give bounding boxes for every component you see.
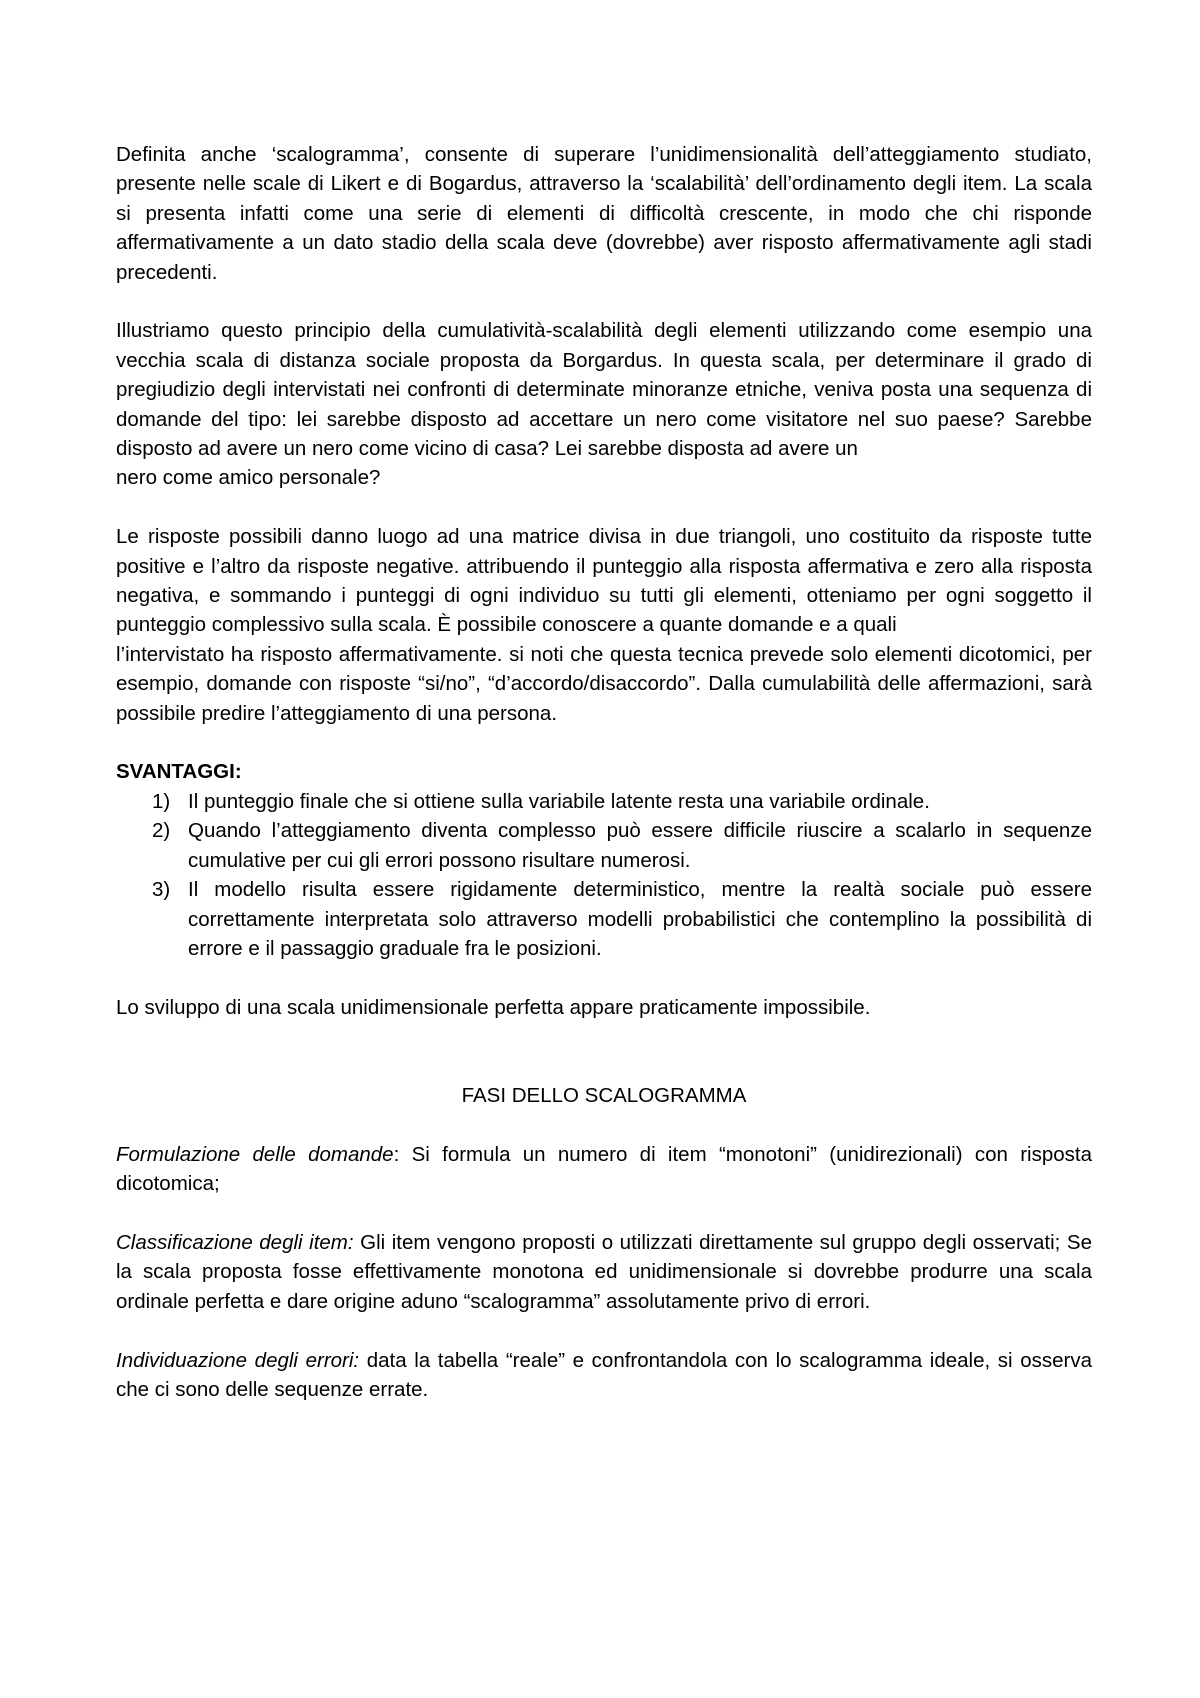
svantaggi-list [116,787,1092,963]
list-item-text: Il modello risulta essere rigidamente deterministico, mentre la realtà sociale può essere correttamente interpretata solo attraverso modelli probabilistici che contemplino la possibilità di errore e il passaggio graduale fra le posizioni. [188,878,1092,960]
fase-label: Classificazione degli item: [116,1230,354,1254]
spacer [116,287,1092,316]
list-item-number: 2) [152,819,171,843]
paragraph-definition: Definita anche ‘scalogramma’, consente di superare l’unidimensionalità dell’atteggiamento studiato, presente nelle scale di Likert e di Bogardus, attraverso la ‘scalabilità’ dell’ordinamento degli item. La scala si presenta infatti come una serie di elementi di difficoltà crescente, in modo che chi risponde affermativamente a un dato stadio della scala deve (dovrebbe) aver risposto affermativamente agli stadi precedenti. [116,143,1092,284]
spacer [116,493,1092,522]
spacer [116,728,1092,757]
list-item [116,816,1092,875]
spacer [116,1199,1092,1228]
list-item [116,787,1092,816]
document-page [116,140,1092,1404]
spacer [116,1052,1092,1081]
list-item-text: Il punteggio finale che si ottiene sulla variabile latente resta una variabile ordinale. [188,789,930,813]
fase-text: data la tabella “reale” e confrontandola con lo scalogramma ideale, si osserva che ci sono delle sequenze errate. [116,1348,1092,1401]
paragraph-matrix-continued: l’intervistato ha risposto affermativamente. si noti che questa tecnica prevede solo elementi dicotomici, per esempio, domande con risposte “si/no”, “d’accordo/disaccordo”. Dalla cumulabilità delle affermazioni, sarà possibile predire l’atteggiamento di una persona. [116,642,1092,725]
paragraph-matrix: Le risposte possibili danno luogo ad una matrice divisa in due triangoli, uno costituito da risposte tutte positive e l’altro da risposte negative. attribuendo il punteggio alla risposta affermativa e zero alla risposta negativa, e sommando i punteggi di ogni individuo su tutti gli elementi, otteniamo per ogni soggetto il punteggio complessivo sulla scala. È possibile conoscere a quante domande e a quali [116,525,1092,637]
fase-individuazione [116,1346,1092,1405]
list-item-number: 3) [152,878,171,902]
fase-separator: : [393,1142,412,1166]
spacer [116,963,1092,992]
spacer [116,1110,1092,1139]
spacer [116,1316,1092,1345]
paragraph-conclusion: Lo sviluppo di una scala unidimensionale perfetta appare praticamente impossibile. [116,995,871,1019]
fase-formulazione [116,1140,1092,1199]
fase-text: Gli item vengono proposti o utilizzati direttamente sul gruppo degli osservati; Se la scala proposta fosse effettivamente monotona ed unidimensionale si dovrebbe produrre una scala ordinale perfetta e dare origine aduno “scalogramma” assolutamente privo di errori. [116,1230,1093,1313]
fase-text: Si formula un numero di item “monotoni” (unidirezionali) con risposta dicotomica; [116,1142,1092,1196]
fase-label: Formulazione delle domande [116,1142,394,1166]
paragraph-example: Illustriamo questo principio della cumulatività-scalabilità degli elementi utilizzando come esempio una vecchia scala di distanza sociale proposta da Borgardus. In questa scala, per determinare il grado di pregiudizio degli intervistati nei confronti di determinate minoranze etniche, veniva posta una sequenza di domande del tipo: lei sarebbe disposto ad accettare un nero come visitatore nel suo paese? Sarebbe disposto ad avere un nero come vicino di casa? Lei sarebbe disposta ad avere un [116,319,1092,461]
list-item-number: 1) [152,789,171,813]
paragraph-example-continued: nero come amico personale? [116,466,381,490]
list-item [116,875,1092,963]
svantaggi-heading: SVANTAGGI: [116,760,242,784]
fase-label: Individuazione degli errori: [116,1348,360,1372]
spacer [116,1022,1092,1051]
fase-classificazione [116,1228,1092,1316]
section-heading-fasi: FASI DELLO SCALOGRAMMA [461,1083,747,1107]
fase-separator [359,1349,367,1372]
list-item-text: Quando l’atteggiamento diventa complesso può essere difficile riuscire a scalarlo in sequenze cumulative per cui gli errori possono risultare numerosi. [188,819,1092,872]
